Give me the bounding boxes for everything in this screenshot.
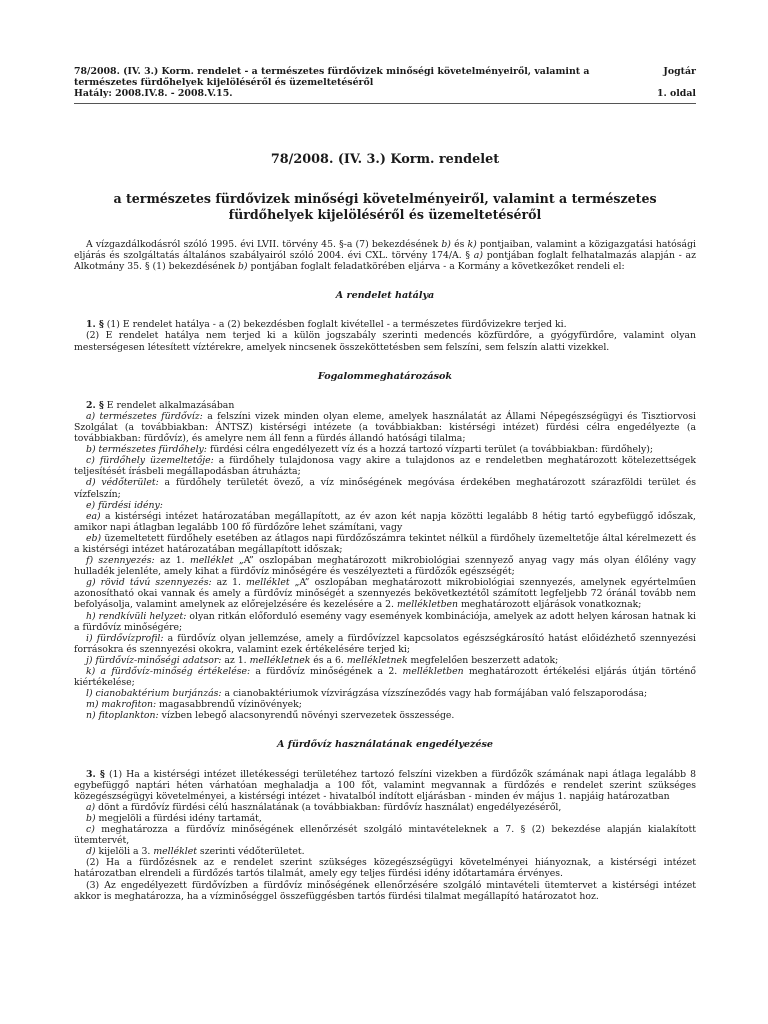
section-heading-definitions: Fogalommeghatározások xyxy=(317,370,453,382)
preamble: A vízgazdálkodásról szóló 1995. évi LVII. törvény 45. §-a (7) bekezdésének b) és k) pontjaiban, valamint a közigazgatási hatósági eljárás és szolgáltatás általános szabályairól szóló 2004. évi CXL. törvény 174/A. § a) pontjában foglalt felhatalmazás alapján - az Alkotmány 35. § (1) bekezdésének b) pontjában foglalt feladatkörében eljárva - a Kormány a következőket rendeli el: xyxy=(74,239,697,273)
section-number: 1. § xyxy=(86,319,104,331)
header-document-title: 78/2008. (IV. 3.) Korm. rendelet - a természetes fürdővizek minőségi követelményeiről, valamint a természetes fürdőhelyek kijelöléséről és üzemeltetéséről xyxy=(74,66,590,88)
header-right xyxy=(657,66,696,99)
header-publisher: Jogtár xyxy=(663,66,696,77)
section-number: 2. § xyxy=(86,399,104,411)
paragraph-2-intro: 2. § E rendelet alkalmazásában xyxy=(86,399,235,411)
definition-d: d) védőterület: a fürdőhely területét övező, a víz minőségének megóvása érdekében meghatározott szárazföldi terület és vízfelszín; xyxy=(74,477,696,500)
section-number: 3. § xyxy=(86,768,105,780)
section-heading-authorization: A fürdővíz használatának engedélyezése xyxy=(276,739,494,751)
definition-l: l) cianobaktérium burjánzás: a cianobaktériumok vízvirágzása vízszíneződés vagy hab formájában való felszaporodása; xyxy=(86,688,648,700)
header-page-number: 1. oldal xyxy=(656,88,696,99)
paragraph-3-2: (2) Ha a fürdőzésnek az e rendelet szerint szükséges közegészségügyi követelményei hiányoznak, a kistérségi intézet határozatban elrendeli a fürdőzés tartós tilalmát, amely egy teljes fürdési idény időtartamára érvényes. xyxy=(74,857,696,880)
decree-title: 78/2008. (IV. 3.) Korm. rendelet xyxy=(270,152,500,167)
definition-eb: eb) üzemeltetett fürdőhely esetében az átlagos napi fürdőzőszámra tekintet nélkül a fürdőhely üzemeltetője által kérelmezett és a kistérségi intézet határozatában megállapított időszak; xyxy=(74,532,696,555)
definition-b: b) természetes fürdőhely: fürdési célra engedélyezett víz és a hozzá tartozó vízparti terület (a továbbiakban: fürdőhely); xyxy=(86,444,654,456)
definition-m: m) makrofiton: magasabbrendű vízinövények; xyxy=(86,699,302,711)
definition-c: c) fürdőhely üzemeltetője: a fürdőhely tulajdonosa vagy akire a tulajdonos az e rendeletben meghatározott kötelezettségek teljesítését írásbeli megállapodásban átruházta; xyxy=(74,455,696,478)
definition-ea: ea) a kistérségi intézet határozatában megállapított, az év azon két napja közötti legalább 8 hétig tartó egybefüggő időszak, amikor napi átlagban legalább 100 fő fürdőzőre lehet számítani, vagy xyxy=(74,510,696,533)
definition-j: j) fürdővíz-minőségi adatsor: az 1. mellékletnek és a 6. mellékletnek megfelelően beszerzett adatok; xyxy=(86,654,559,666)
definition-k: k) a fürdővíz-minőség értékelése: a fürdővíz minőségének a 2. mellékletben meghatározott értékelési eljárás útján történő kiértékelése; xyxy=(74,666,696,689)
header-divider xyxy=(74,103,696,104)
decree-subtitle: a természetes fürdővizek minőségi követelményeiről, valamint a természetes fürdőhelyek kijelöléséről és üzemeltetéséről xyxy=(113,191,657,222)
document-body xyxy=(74,239,696,902)
paragraph-3-1: 3. § (1) Ha a kistérségi intézet illetékességi területéhez tartozó felszíni vizekben a fürdőzők számának napi átlaga legalább 8 egybefüggő naptári héten várhatóan meghaladja a 100 főt, valamint megvannak a fürdőzés e rendelet szerint szükséges közegészségügyi követelményei, a kistérségi intézet - hivatalból indított eljárásban - minden év május 1. napjáig határozatban xyxy=(74,768,696,802)
definition-f: f) szennyezés: az 1. melléklet „A” oszlopában meghatározott mikrobiológiai szennyező anyag vagy más olyan élőlény vagy hulladék jelenléte, amely kihat a fürdővíz minőségére és veszélyezteti a fürdőzők egészségét; xyxy=(74,555,696,578)
definition-g: g) rövid távú szennyezés: az 1. melléklet „A” oszlopában meghatározott mikrobiológiai szennyezés, amelynek egyértelműen azonosítható okai vannak és amely a fürdővíz minőségét a szennyezés bekövetkeztétől számított legfeljebb 72 óránál tovább nem befolyásolja, valamint amelynek az előrejelzésére és kezelésére a 2. mellékletben meghatározott eljárások vonatkoznak; xyxy=(74,577,696,611)
paragraph-3-1-d: d) kijelöli a 3. melléklet szerinti védőterületet. xyxy=(86,846,305,858)
definition-n: n) fitoplankton: vízben lebegő alacsonyrendű növényi szervezetek összessége. xyxy=(86,710,455,722)
definition-h: h) rendkívüli helyzet: olyan ritkán előforduló esemény vagy események kombinációja, amelyek az adott helyen károsan hatnak ki a fürdővíz minőségére; xyxy=(74,610,696,633)
definition-a: a) természetes fürdővíz: a felszíni vizek minden olyan eleme, amelyek használatát az Állami Népegészségügyi és Tisztiorvosi Szolgálat (a továbbiakban: ÁNTSZ) kistérségi intézete (a továbbiakban: kistérségi intézet) fürdési célra engedélyezte (a továbbiakban: fürdővíz), és amelyre nem áll fenn a fürdés állandó hatósági tilalma; xyxy=(74,410,696,445)
section-heading-scope: A rendelet hatálya xyxy=(335,290,435,302)
definition-i: i) fürdővízprofil: a fürdővíz olyan jellemzése, amely a fürdővízzel kapcsolatos egészségkárosító hatást előidézhető szennyezési forrásokra és szennyezési okokra, valamint ezek értékelésére terjed ki; xyxy=(74,632,696,655)
paragraph-3-1-c: c) meghatározza a fürdővíz minőségének ellenőrzését szolgáló mintavételeknek a 7. § (2) bekezdése alapján kialakított ütemtervét, xyxy=(74,824,696,847)
paragraph-3-1-b: b) megjelöli a fürdési idény tartamát, xyxy=(86,812,262,824)
running-header xyxy=(74,66,696,99)
header-left xyxy=(74,66,634,99)
document-page xyxy=(74,66,696,902)
paragraph-1-2: (2) E rendelet hatálya nem terjed ki a külön jogszabály szerinti medencés közfürdőre, a gyógyfürdőre, valamint olyan mesterségesen létesített víztérekre, amelyek nincsenek összeköttetésben sem felszíni, sem felszín alatti vizekkel. xyxy=(74,330,696,353)
definition-e: e) fürdési idény: xyxy=(86,499,163,511)
header-validity: Hatály: 2008.IV.8. - 2008.V.15. xyxy=(74,88,233,99)
paragraph-3-1-a: a) dönt a fürdővíz fürdési célú használatának (a továbbiakban: fürdővíz használat) engedélyezéséről, xyxy=(86,801,562,813)
paragraph-1-1: 1. § (1) E rendelet hatálya - a (2) bekezdésben foglalt kivétellel - a természetes fürdővizekre terjed ki. xyxy=(86,319,567,331)
paragraph-3-3: (3) Az engedélyezett fürdővízben a fürdővíz minőségének ellenőrzésére szolgáló mintavételi ütemtervet a kistérségi intézet akkor is meghatározza, ha a vízminőséggel összefüggésben tartós fürdési tilalmat megállapító határozatot hoz. xyxy=(74,879,696,902)
